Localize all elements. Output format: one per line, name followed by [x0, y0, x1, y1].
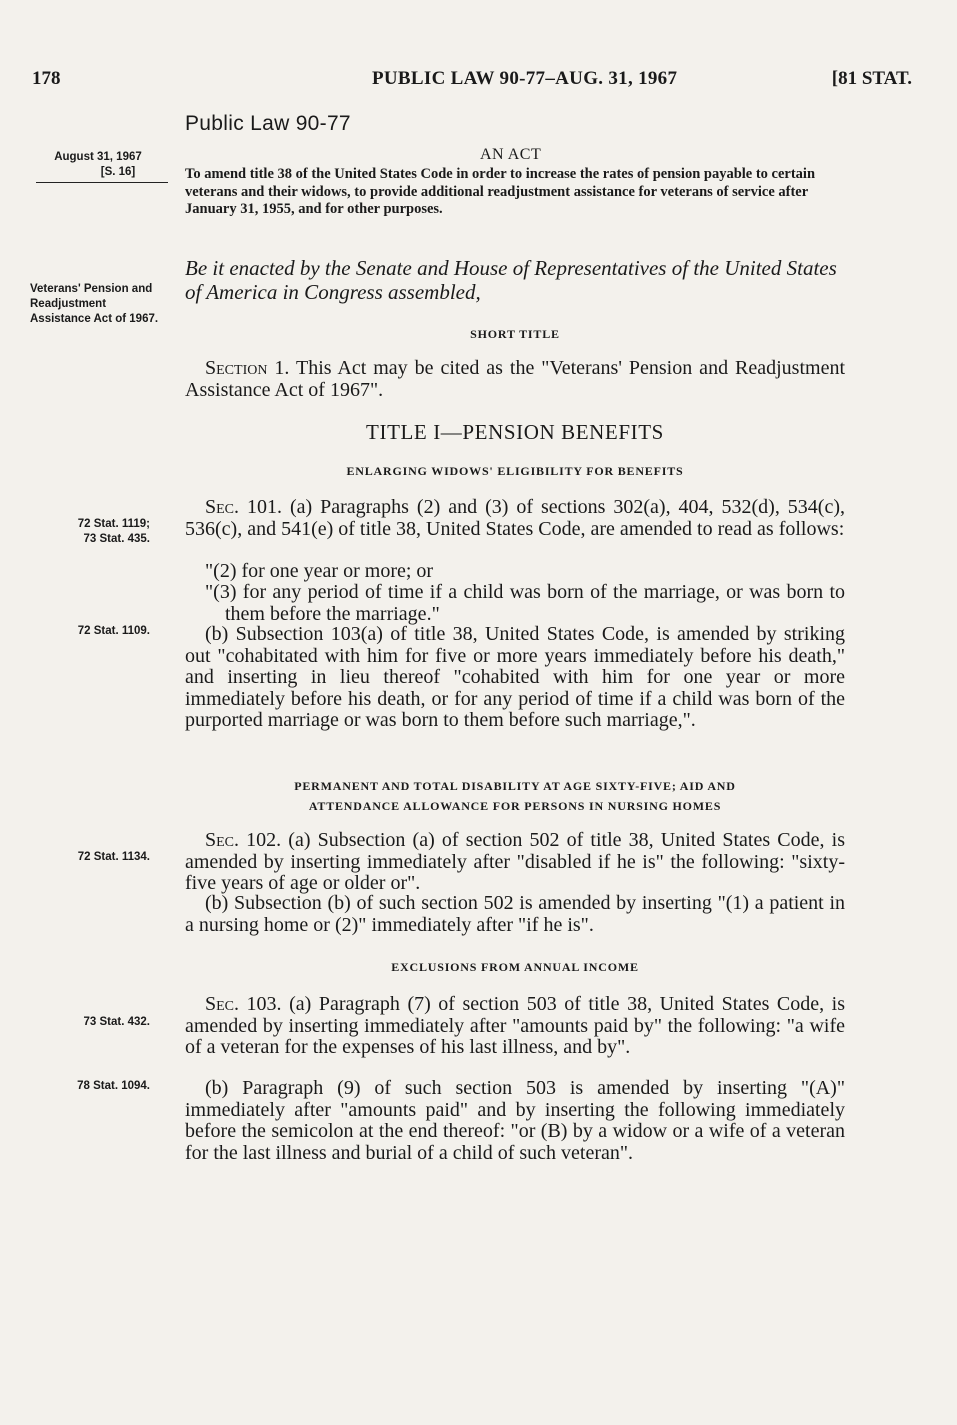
section-text: 1. This Act may be cited as the "Veterans' Pension and Readjustment Assistance Act of 1967".	[185, 357, 845, 401]
heading-widows-eligibility: ENLARGING WIDOWS' ELIGIBILITY FOR BENEFITS	[346, 464, 684, 478]
margin-citation: 73 Stat. 432.	[83, 1016, 150, 1028]
margin-citation-line: 73 Stat. 435.	[83, 533, 150, 545]
section-text: 102. (a) Subsection (a) of section 502 of title 38, United States Code, is amended by inserting immediately after "disabled if he is" the following: "sixty-five years of age or older or".	[185, 829, 845, 894]
section-text: 101. (a) Paragraphs (2) and (3) of sections 302(a), 404, 532(d), 534(c), 536(c), and 541(e) of title 38, United States Code, are amended to read as follows:	[185, 496, 845, 540]
quoted-paragraph-2: "(2) for one year or more; or	[205, 560, 434, 582]
margin-citation	[30, 517, 150, 547]
an-act-label: AN ACT	[480, 146, 542, 163]
section-101-b: (b) Subsection 103(a) of title 38, United States Code, is amended by striking out "cohabitated with him for five or more years immediately before his death," and inserting in lieu thereof "cohabited with him for one year or more immediately before his death, or for any period of time if a child was born of the purported marriage or was born to them before such marriage,".	[185, 623, 845, 731]
section-label: Sec.	[205, 993, 240, 1015]
section-label: Sec.	[205, 496, 240, 518]
running-title: PUBLIC LAW 90-77–AUG. 31, 1967	[372, 68, 678, 89]
heading-short-title: SHORT TITLE	[470, 327, 560, 341]
section-label: Sec.	[205, 829, 240, 851]
quoted-paragraph-3: "(3) for any period of time if a child was born of the marriage, or was born to them before the marriage."	[205, 581, 845, 625]
heading-exclusions: EXCLUSIONS FROM ANNUAL INCOME	[391, 960, 639, 974]
running-header	[32, 68, 912, 96]
margin-date: August 31, 1967	[54, 151, 142, 163]
law-title: Public Law 90-77	[185, 112, 351, 135]
section-103-b: (b) Paragraph (9) of such section 503 is amended by inserting "(A)" immediately after "amounts paid" and by inserting the following immediately before the semicolon at the end thereof: "or (B) by a widow or a wife of a veteran for the last illness and burial of a child of such veteran".	[185, 1077, 845, 1164]
section-text: 103. (a) Paragraph (7) of section 503 of title 38, United States Code, is amended by inserting immediately after "amounts paid by" the following: "a wife of a veteran for the expenses of his last illness, and by".	[185, 993, 845, 1058]
heading-line: ATTENDANCE ALLOWANCE FOR PERSONS IN NURSING HOMES	[308, 799, 722, 813]
margin-short-title-note: Veterans' Pension and Readjustment Assistance Act of 1967.	[30, 283, 159, 325]
title-heading: TITLE I—PENSION BENEFITS	[366, 420, 664, 444]
act-purpose: To amend title 38 of the United States Code in order to increase the rates of pension payable to certain veterans and their widows, to provide additional readjustment assistance for veterans of service after January 31, 1955, and for other purposes.	[185, 166, 816, 217]
section-103-a	[185, 994, 845, 1059]
section-label: Section	[205, 357, 268, 379]
heading-line: PERMANENT AND TOTAL DISABILITY AT AGE SIXTY-FIVE; AID AND	[294, 779, 736, 793]
margin-citation: 72 Stat. 1109.	[77, 625, 150, 637]
heading-permanent-disability	[185, 776, 845, 816]
statute-reference: [81 STAT.	[831, 68, 912, 89]
enacting-clause: Be it enacted by the Senate and House of Representatives of the United States of America in Congress assembled,	[185, 256, 837, 304]
margin-date-block	[32, 150, 164, 180]
section-101-a	[185, 497, 845, 540]
page-number: 178	[32, 68, 61, 89]
section-102-a	[185, 830, 845, 895]
section-1	[185, 358, 845, 401]
section-102-b: (b) Subsection (b) of such section 502 is amended by inserting "(1) a patient in a nursing home or (2)" immediately after "if he is".	[185, 892, 845, 936]
margin-bill-number: [S. 16]	[100, 166, 136, 178]
margin-citation: 78 Stat. 1094.	[77, 1080, 150, 1092]
margin-rule	[36, 182, 168, 183]
margin-citation: 72 Stat. 1134.	[77, 851, 150, 863]
margin-citation-line: 72 Stat. 1119;	[77, 518, 150, 530]
